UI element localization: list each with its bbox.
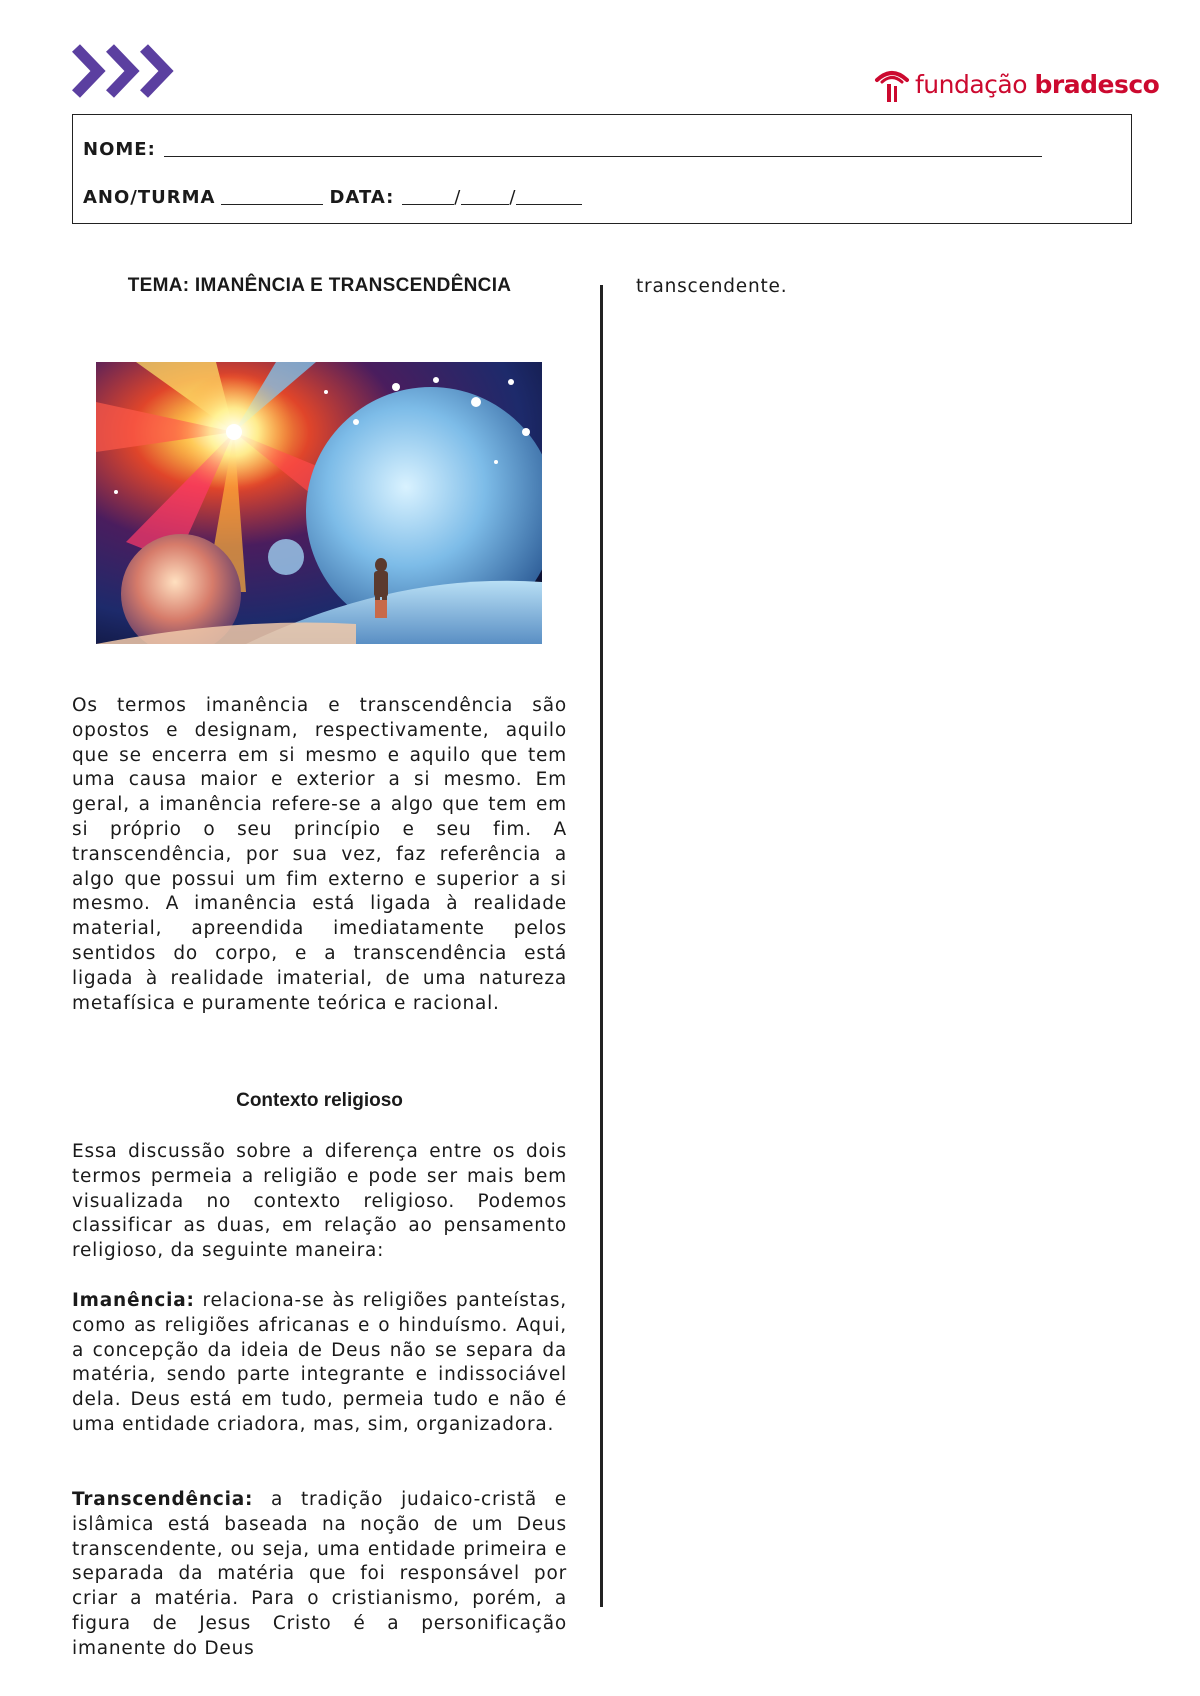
date-slash: / [454, 187, 462, 208]
date-day-line[interactable] [402, 204, 454, 205]
chevrons-logo-icon [72, 42, 182, 100]
section-subtitle: Contexto religioso [236, 1090, 403, 1111]
right-column-continuation: transcendente. [636, 276, 788, 297]
data-label: DATA: [329, 187, 395, 208]
name-row [83, 139, 1042, 160]
fundacao-bradesco-logo [873, 62, 1159, 106]
bradesco-tree-icon [873, 64, 911, 104]
column-divider [600, 285, 603, 1607]
imanencia-paragraph [72, 1289, 567, 1438]
ano-turma-line[interactable] [221, 204, 323, 205]
intro-paragraph: Os termos imanência e transcendência são opostos e designam, respectivamente, aquilo que se encerra em si mesmo e aquilo que tem uma causa maior e exterior a si mesmo. Em geral, a imanência refere-se a algo que tem em si próprio o seu princípio e seu fim. A transcendência, por sua vez, faz referência a algo que possui um fim externo e superior a si mesmo. A imanência está ligada à realidade material, apreendida imediatamente pelos sentidos do corpo, e a transcendência está ligada à realidade imaterial, de uma natureza metafísica e puramente teórica e racional. [72, 695, 567, 1014]
name-label: NOME: [83, 139, 156, 160]
transcendencia-text: a tradição judaico-cristã e islâmica está baseada na noção de um Deus transcendente, ou seja, uma entidade primeira e separada da matéria que foi responsável por criar a matéria. Para o cristianismo, porém, a figura de Jesus Cristo é a personificação imanente do Deus [72, 1489, 567, 1659]
transcendencia-term: Transcendência: [72, 1489, 254, 1510]
date-year-line[interactable] [516, 204, 582, 205]
cosmic-illustration [96, 362, 542, 644]
imanencia-text: relaciona-se às religiões panteístas, como as religiões africanas e o hinduísmo. Aqui, a concepção da ideia de Deus não se separa da matéria, sendo parte integrante e indissociável dela. Deus está em tudo, permeia tudo e não é uma entidade criadora, mas, sim, organizadora. [72, 1290, 567, 1435]
imanencia-term: Imanência: [72, 1290, 195, 1311]
transcendencia-paragraph [72, 1488, 567, 1662]
date-slash: / [509, 187, 517, 208]
page-title: TEMA: IMANÊNCIA E TRANSCENDÊNCIA [127, 275, 512, 296]
name-line[interactable] [164, 156, 1042, 157]
class-date-row [83, 187, 582, 208]
date-month-line[interactable] [461, 204, 509, 205]
logo-wordmark: fundação bradesco [915, 69, 1160, 99]
context-paragraph: Essa discussão sobre a diferença entre os dois termos permeia a religião e pode ser mais bem visualizada no contexto religioso. Podemos classificar as duas, em relação ao pensamento religioso, da seguinte maneira: [72, 1141, 567, 1262]
student-info-box [72, 114, 1132, 224]
ano-turma-label: ANO/TURMA [83, 187, 216, 208]
